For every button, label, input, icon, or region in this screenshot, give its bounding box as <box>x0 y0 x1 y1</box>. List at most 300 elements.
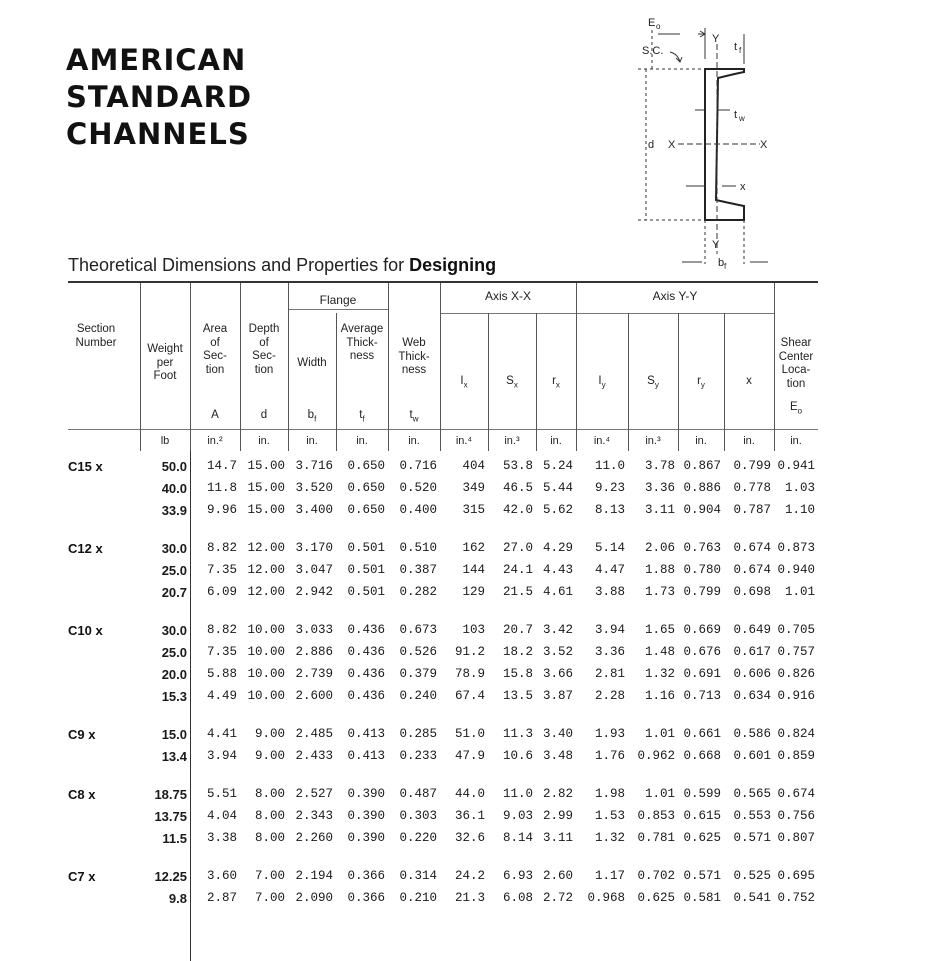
table-cell: 0.303 <box>399 809 437 823</box>
table-cell: 0.314 <box>399 869 437 883</box>
label-eo-sub: o <box>656 22 661 31</box>
table-cell: 44.0 <box>454 787 485 801</box>
table-cell: 5.14 <box>594 541 625 555</box>
table-cell: 0.387 <box>399 563 437 577</box>
table-cell: 53.8 <box>502 459 533 473</box>
table-cell: 0.510 <box>399 541 437 555</box>
label-eo: E <box>648 17 656 29</box>
header-axis-yy: Axis Y-Y <box>652 289 698 303</box>
weight-value: 25.0 <box>161 563 187 578</box>
table-cell: 103 <box>462 623 485 637</box>
table-cell: 3.36 <box>594 645 625 659</box>
table-cell: 0.553 <box>733 809 771 823</box>
header-area-line: tion <box>205 363 225 376</box>
header-depth-line: Depth <box>248 323 280 335</box>
table-cell: 4.29 <box>542 541 573 555</box>
sym-shear <box>774 401 818 418</box>
table-cell: 2.942 <box>295 585 333 599</box>
header-depth-line: Sec- <box>252 350 276 362</box>
table-cell: 4.61 <box>542 585 573 599</box>
label-y-top: Y <box>712 33 720 45</box>
weight-value: 9.8 <box>168 891 187 906</box>
section-number: C7 x <box>68 869 96 884</box>
header-avg-thick-line: Average <box>340 323 384 335</box>
table-cell: 3.40 <box>542 727 573 741</box>
table-cell: 3.66 <box>542 667 573 681</box>
label-x-right: X <box>760 139 768 151</box>
table-cell: 3.38 <box>206 831 237 845</box>
sym-width <box>288 409 336 426</box>
label-sc: S.C. <box>642 45 664 57</box>
table-cell: 9.23 <box>594 481 625 495</box>
table-cell: 3.94 <box>594 623 625 637</box>
table-cell: 0.826 <box>777 667 815 681</box>
table-cell: 0.968 <box>587 891 625 905</box>
table-cell: 0.867 <box>683 459 721 473</box>
unit-label: in. <box>306 435 318 447</box>
table-cell: 5.88 <box>206 667 237 681</box>
sym-width-subscript: f <box>314 414 317 424</box>
table-cell: 0.615 <box>683 809 721 823</box>
sym-shear-symbol: E <box>789 401 798 413</box>
table-cell: 0.649 <box>733 623 771 637</box>
channel-section-diagram <box>610 14 810 274</box>
table-cell: 0.390 <box>347 809 385 823</box>
table-cell: 2.485 <box>295 727 333 741</box>
table-cell: 10.00 <box>247 689 285 703</box>
header-axis-xx: Axis X-X <box>484 289 531 303</box>
table-cell: 10.00 <box>247 645 285 659</box>
label-tf: t <box>734 41 738 53</box>
rule-top <box>68 281 818 283</box>
table-cell: 3.047 <box>295 563 333 577</box>
table-cell: 0.606 <box>733 667 771 681</box>
table-cell: 2.72 <box>542 891 573 905</box>
weight-value: 18.75 <box>154 787 187 802</box>
header-weight-line: Weight <box>147 343 183 355</box>
sym-web-subscript: w <box>412 414 419 424</box>
table-cell: 2.81 <box>594 667 625 681</box>
table-cell: 2.527 <box>295 787 333 801</box>
table-cell: 0.757 <box>777 645 815 659</box>
sym-rx <box>536 375 576 392</box>
table-cell: 0.520 <box>399 481 437 495</box>
table-cell: 0.853 <box>637 809 675 823</box>
unit-label: in.³ <box>645 435 661 447</box>
table-cell: 1.48 <box>644 645 675 659</box>
table-cell: 0.413 <box>347 727 385 741</box>
table-cell: 1.01 <box>644 727 675 741</box>
label-x-small: x <box>740 181 746 193</box>
unit-label: in. <box>790 435 802 447</box>
table-cell: 2.433 <box>295 749 333 763</box>
header-avg-thick-line: ness <box>349 350 375 362</box>
table-cell: 0.366 <box>347 891 385 905</box>
header-shear-line: Shear <box>780 337 812 349</box>
table-cell: 0.713 <box>683 689 721 703</box>
table-cell: 0.436 <box>347 623 385 637</box>
header-shear <box>774 337 818 391</box>
table-cell: 0.436 <box>347 667 385 681</box>
sym-sy-symbol: S <box>647 375 655 387</box>
table-cell: 1.01 <box>644 787 675 801</box>
header-shear-line: Center <box>778 350 814 363</box>
header-section-line: Number <box>75 336 117 349</box>
label-tw: t <box>734 109 738 121</box>
title-line-3: CHANNELS <box>66 117 250 151</box>
unit-label: in. <box>695 435 707 447</box>
table-cell: 0.233 <box>399 749 437 763</box>
table-cell: 12.00 <box>247 585 285 599</box>
table-cell: 2.260 <box>295 831 333 845</box>
section-number: C8 x <box>68 787 96 802</box>
header-section-line: Section <box>76 323 116 335</box>
table-cell: 0.886 <box>683 481 721 495</box>
header-web-line: ness <box>401 364 427 376</box>
table-cell: 0.650 <box>347 503 385 517</box>
table-subtitle <box>68 255 496 276</box>
table-cell: 78.9 <box>454 667 485 681</box>
unit-label: in. <box>743 435 755 447</box>
table-cell: 0.565 <box>733 787 771 801</box>
table-cell: 1.16 <box>644 689 675 703</box>
table-cell: 144 <box>462 563 485 577</box>
table-cell: 162 <box>462 541 485 555</box>
table-cell: 0.526 <box>399 645 437 659</box>
table-cell: 0.695 <box>777 869 815 883</box>
sym-xbar-symbol: x <box>746 375 752 387</box>
section-number: C12 x <box>68 541 103 556</box>
table-cell: 3.48 <box>542 749 573 763</box>
table-cell: 0.541 <box>733 891 771 905</box>
table-cell: 32.6 <box>454 831 485 845</box>
sym-iy-subscript: y <box>601 380 606 390</box>
sym-depth-symbol: d <box>260 409 268 421</box>
header-flange: Flange <box>319 293 357 307</box>
sym-ry <box>678 375 724 392</box>
table-cell: 0.674 <box>733 541 771 555</box>
table-cell: 1.88 <box>644 563 675 577</box>
table-cell: 4.41 <box>206 727 237 741</box>
header-web-line: Web <box>402 337 426 349</box>
sym-ix-symbol: I <box>460 375 464 387</box>
table-cell: 5.24 <box>542 459 573 473</box>
table-cell: 5.51 <box>206 787 237 801</box>
table-cell: 15.00 <box>247 481 285 495</box>
table-cell: 3.78 <box>644 459 675 473</box>
table-cell: 0.650 <box>347 459 385 473</box>
table-cell: 47.9 <box>454 749 485 763</box>
label-bf: b <box>718 257 725 269</box>
table-cell: 129 <box>462 585 485 599</box>
table-cell: 0.413 <box>347 749 385 763</box>
table-cell: 3.42 <box>542 623 573 637</box>
table-cell: 9.03 <box>502 809 533 823</box>
table-cell: 2.343 <box>295 809 333 823</box>
table-cell: 3.520 <box>295 481 333 495</box>
table-cell: 0.807 <box>777 831 815 845</box>
table-cell: 2.739 <box>295 667 333 681</box>
unit-label: in. <box>408 435 420 447</box>
section-number: C9 x <box>68 727 96 742</box>
weight-value: 20.7 <box>161 585 187 600</box>
table-cell: 2.886 <box>295 645 333 659</box>
table-cell: 18.2 <box>502 645 533 659</box>
table-cell: 1.93 <box>594 727 625 741</box>
table-cell: 21.3 <box>454 891 485 905</box>
table-cell: 0.400 <box>399 503 437 517</box>
table-cell: 2.82 <box>542 787 573 801</box>
table-cell: 1.53 <box>594 809 625 823</box>
table-cell: 8.14 <box>502 831 533 845</box>
table-cell: 14.7 <box>206 459 237 473</box>
table-cell: 7.35 <box>206 563 237 577</box>
sym-ry-subscript: y <box>700 380 705 390</box>
table-cell: 5.44 <box>542 481 573 495</box>
table-cell: 0.752 <box>777 891 815 905</box>
table-cell: 8.00 <box>254 831 285 845</box>
table-cell: 15.00 <box>247 503 285 517</box>
table-cell: 1.03 <box>784 481 815 495</box>
table-cell: 1.10 <box>784 503 815 517</box>
table-cell: 0.571 <box>733 831 771 845</box>
table-cell: 0.366 <box>347 869 385 883</box>
weight-value: 40.0 <box>161 481 187 496</box>
table-cell: 1.65 <box>644 623 675 637</box>
sym-iy <box>576 375 628 392</box>
col-divider <box>576 283 577 451</box>
table-cell: 1.17 <box>594 869 625 883</box>
table-cell: 8.82 <box>206 623 237 637</box>
table-cell: 0.501 <box>347 541 385 555</box>
table-cell: 42.0 <box>502 503 533 517</box>
sym-avg <box>336 409 388 426</box>
sym-sx-subscript: x <box>513 380 518 390</box>
label-d: d <box>648 139 655 151</box>
subtitle-bold: Designing <box>409 255 497 275</box>
table-cell: 0.601 <box>733 749 771 763</box>
table-cell: 2.28 <box>594 689 625 703</box>
sym-iy-symbol: I <box>598 375 602 387</box>
sym-width-symbol: b <box>307 409 315 421</box>
table-cell: 3.11 <box>644 503 675 517</box>
table-cell: 0.668 <box>683 749 721 763</box>
title-line-1: AMERICAN <box>66 43 247 77</box>
table-cell: 10.00 <box>247 623 285 637</box>
table-cell: 7.00 <box>254 891 285 905</box>
table-cell: 0.859 <box>777 749 815 763</box>
table-cell: 1.32 <box>644 667 675 681</box>
table-cell: 0.904 <box>683 503 721 517</box>
sym-area <box>190 409 240 423</box>
table-cell: 12.00 <box>247 541 285 555</box>
table-cell: 51.0 <box>454 727 485 741</box>
sym-ix <box>440 375 488 392</box>
table-cell: 9.00 <box>254 749 285 763</box>
sym-web-symbol: t <box>409 409 413 421</box>
table-cell: 4.49 <box>206 689 237 703</box>
table-cell: 0.240 <box>399 689 437 703</box>
table-cell: 13.5 <box>502 689 533 703</box>
weight-value: 15.0 <box>161 727 187 742</box>
header-area <box>190 323 240 377</box>
table-cell: 0.787 <box>733 503 771 517</box>
table-cell: 11.0 <box>594 459 625 473</box>
table-cell: 3.170 <box>295 541 333 555</box>
table-cell: 0.698 <box>733 585 771 599</box>
col-divider-main <box>190 451 191 961</box>
table-cell: 7.00 <box>254 869 285 883</box>
table-cell: 0.778 <box>733 481 771 495</box>
sym-sy-subscript: y <box>654 380 659 390</box>
header-depth <box>240 323 288 377</box>
unit-label: in.² <box>207 435 223 447</box>
table-cell: 0.941 <box>777 459 815 473</box>
table-cell: 0.916 <box>777 689 815 703</box>
table-cell: 3.400 <box>295 503 333 517</box>
table-cell: 0.702 <box>637 869 675 883</box>
table-cell: 0.210 <box>399 891 437 905</box>
sym-sx-symbol: S <box>506 375 514 387</box>
table-cell: 6.09 <box>206 585 237 599</box>
table-cell: 0.487 <box>399 787 437 801</box>
table-cell: 8.00 <box>254 809 285 823</box>
header-weight-line: Foot <box>153 370 177 382</box>
table-cell: 20.7 <box>502 623 533 637</box>
table-cell: 12.00 <box>247 563 285 577</box>
table-cell: 0.669 <box>683 623 721 637</box>
table-cell: 15.8 <box>502 667 533 681</box>
table-cell: 0.780 <box>683 563 721 577</box>
table-cell: 0.763 <box>683 541 721 555</box>
table-cell: 0.282 <box>399 585 437 599</box>
table-cell: 0.781 <box>637 831 675 845</box>
label-tw-sub: w <box>739 114 745 123</box>
table-cell: 36.1 <box>454 809 485 823</box>
weight-value: 33.9 <box>161 503 187 518</box>
table-cell: 8.13 <box>594 503 625 517</box>
col-divider <box>440 283 441 451</box>
rule-group-y <box>576 313 774 314</box>
weight-value: 13.75 <box>154 809 187 824</box>
table-cell: 10.00 <box>247 667 285 681</box>
table-cell: 6.08 <box>502 891 533 905</box>
table-cell: 0.940 <box>777 563 815 577</box>
table-cell: 0.873 <box>777 541 815 555</box>
table-cell: 1.32 <box>594 831 625 845</box>
unit-label: in.⁴ <box>593 435 611 447</box>
table-cell: 2.600 <box>295 689 333 703</box>
table-cell: 0.705 <box>777 623 815 637</box>
header-depth-line: tion <box>254 363 274 376</box>
header-web-line: Thick- <box>398 350 430 363</box>
header-shear-line: tion <box>786 377 806 390</box>
header-area-line: of <box>210 336 220 349</box>
sym-depth <box>240 409 288 423</box>
table-cell: 0.436 <box>347 689 385 703</box>
table-cell: 0.674 <box>777 787 815 801</box>
section-number: C15 x <box>68 459 103 474</box>
sym-sx <box>488 375 536 392</box>
table-cell: 4.43 <box>542 563 573 577</box>
table-cell: 4.04 <box>206 809 237 823</box>
page-title <box>66 42 252 153</box>
table-cell: 0.676 <box>683 645 721 659</box>
weight-value: 30.0 <box>161 623 187 638</box>
weight-value: 30.0 <box>161 541 187 556</box>
table-cell: 0.501 <box>347 585 385 599</box>
unit-label: lb <box>160 435 170 447</box>
table-cell: 0.691 <box>683 667 721 681</box>
sym-shear-subscript: o <box>797 406 803 416</box>
table-cell: 0.390 <box>347 787 385 801</box>
table-cell: 21.5 <box>502 585 533 599</box>
table-cell: 0.756 <box>777 809 815 823</box>
table-cell: 91.2 <box>454 645 485 659</box>
table-cell: 0.716 <box>399 459 437 473</box>
table-cell: 6.93 <box>502 869 533 883</box>
table-cell: 0.586 <box>733 727 771 741</box>
sym-ry-symbol: r <box>697 375 701 387</box>
table-cell: 0.379 <box>399 667 437 681</box>
table-cell: 11.0 <box>502 787 533 801</box>
header-shear-line: Loca- <box>781 364 811 376</box>
weight-value: 11.5 <box>162 831 187 846</box>
table-cell: 0.625 <box>683 831 721 845</box>
label-y-bottom: Y <box>712 239 720 251</box>
unit-label: in. <box>550 435 562 447</box>
table-cell: 5.62 <box>542 503 573 517</box>
weight-value: 25.0 <box>161 645 187 660</box>
title-line-2: STANDARD <box>66 80 253 114</box>
table-cell: 67.4 <box>454 689 485 703</box>
header-section <box>68 323 124 350</box>
table-cell: 0.625 <box>637 891 675 905</box>
table-cell: 2.99 <box>542 809 573 823</box>
table-cell: 2.87 <box>206 891 237 905</box>
table-cell: 3.52 <box>542 645 573 659</box>
table-cell: 0.220 <box>399 831 437 845</box>
table-cell: 0.962 <box>637 749 675 763</box>
weight-value: 12.25 <box>154 869 187 884</box>
header-width <box>288 357 336 371</box>
header-depth-line: of <box>259 336 269 349</box>
sym-ix-subscript: x <box>463 380 468 390</box>
sym-web <box>388 409 440 426</box>
unit-label: in.⁴ <box>455 435 473 447</box>
table-cell: 0.525 <box>733 869 771 883</box>
table-cell: 0.674 <box>733 563 771 577</box>
weight-value: 20.0 <box>161 667 187 682</box>
table-cell: 8.82 <box>206 541 237 555</box>
table-cell: 0.650 <box>347 481 385 495</box>
weight-value: 15.3 <box>161 689 187 704</box>
table-cell: 1.76 <box>594 749 625 763</box>
table-cell: 2.194 <box>295 869 333 883</box>
table-cell: 0.571 <box>683 869 721 883</box>
table-cell: 11.8 <box>206 481 237 495</box>
sym-rx-subscript: x <box>555 380 560 390</box>
table-cell: 11.3 <box>502 727 533 741</box>
table-cell: 0.436 <box>347 645 385 659</box>
sym-avg-subscript: f <box>362 414 365 424</box>
unit-label: in. <box>258 435 270 447</box>
subtitle-prefix: Theoretical Dimensions and Properties for <box>68 255 410 275</box>
unit-label: in.³ <box>504 435 520 447</box>
table-cell: 3.88 <box>594 585 625 599</box>
table-cell: 1.73 <box>644 585 675 599</box>
table-cell: 46.5 <box>502 481 533 495</box>
